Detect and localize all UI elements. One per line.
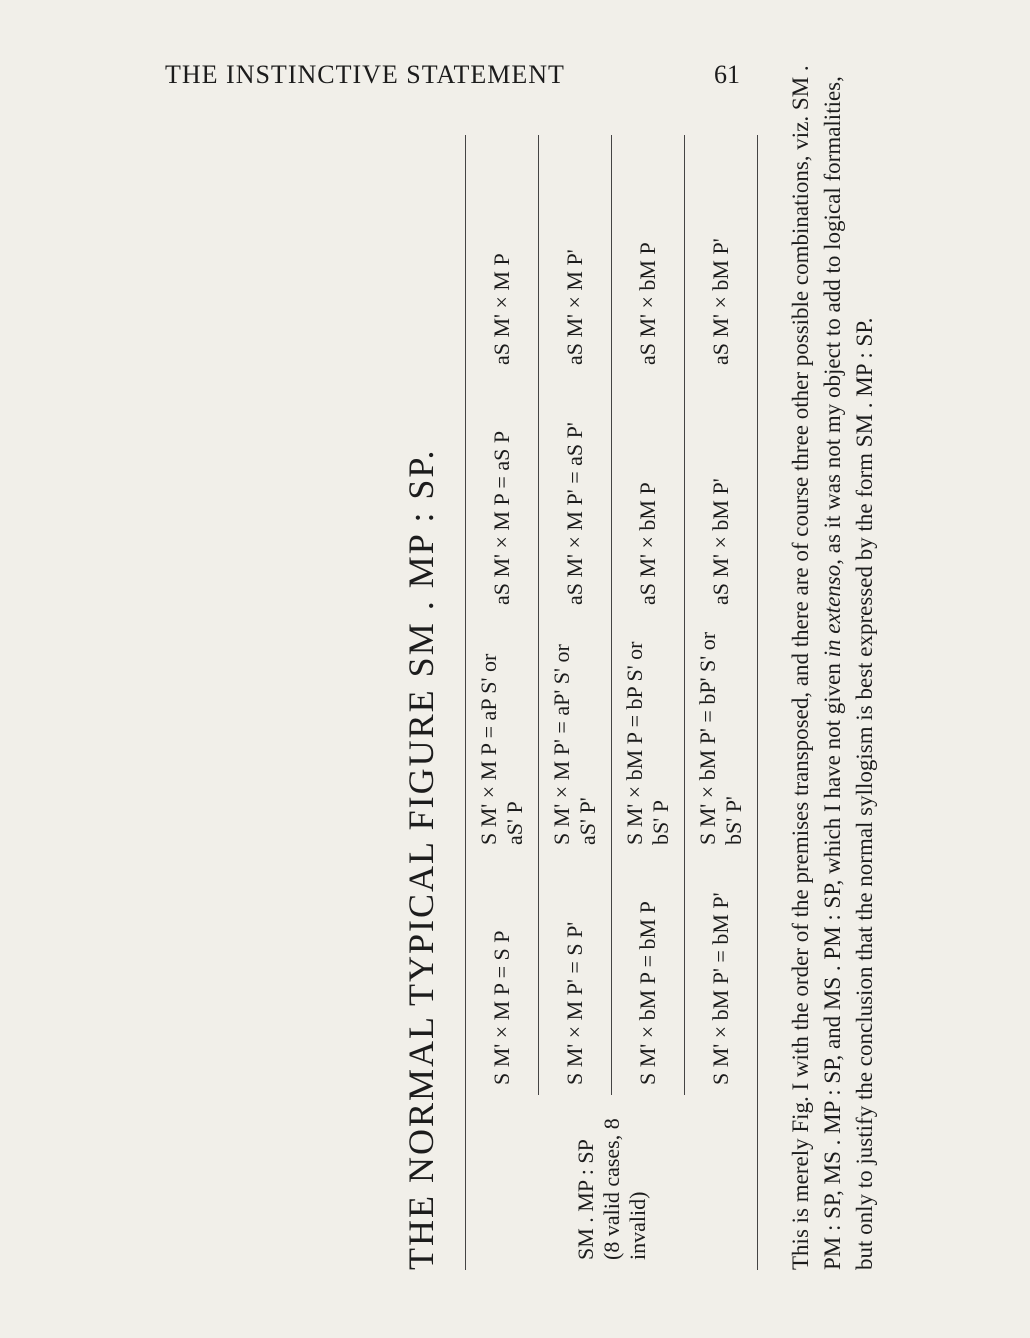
note-italic: in extenso [820, 564, 845, 658]
row-label [466, 1095, 758, 1270]
syllogism-table [465, 135, 758, 1270]
formula-cell: aS M' × bM P [612, 135, 685, 375]
formula-cell: S M' × M P' = aP' S' or aS' P' [539, 615, 612, 855]
formula-cell: aS M' × bM P' [685, 135, 758, 375]
formula-cell: aS M' × M P' [539, 135, 612, 375]
note-text-before: This is merely Fig. I with the order of the premises transposed, and there are of course three other possible combinations, viz. SM . PM : SP, MS . MP : SP, and MS . PM : SP, which I have not given [788, 65, 845, 1270]
formula-cell: aS M' × bM P' [685, 375, 758, 615]
formula-cell: aS M' × M P = aS P [466, 375, 539, 615]
page-number: 61 [714, 60, 740, 89]
formula-cell: S M' × M P' = S P' [539, 855, 612, 1095]
formula-cell: S M' × M P = S P [466, 855, 539, 1095]
table-row [466, 135, 539, 1270]
formula-cell: S M' × bM P = bM P [612, 855, 685, 1095]
running-title: THE INSTINCTIVE STATEMENT [165, 60, 565, 89]
row-label-sub: (8 valid cases, 8 invalid) [598, 1118, 650, 1260]
note-text-after: , as it was not my object to add to logical formalities, but only to justify the conclusion that the normal syllogism is best expressed by the form SM . MP : SP. [820, 76, 877, 1270]
formula-cell: aS M' × M P' = aS P' [539, 375, 612, 615]
explanatory-note [785, 50, 881, 1270]
rotated-figure-block [390, 40, 1030, 1280]
formula-cell: aS M' × bM P [612, 375, 685, 615]
figure-title: THE NORMAL TYPICAL FIGURE SM . MP : SP. [401, 448, 441, 1270]
formula-cell: S M' × M P = aP S' or aS' P [466, 615, 539, 855]
formula-cell: aS M' × M P [466, 135, 539, 375]
row-label-main: SM . MP : SP [572, 1139, 598, 1260]
formula-cell: S M' × bM P' = bM P' [685, 855, 758, 1095]
formula-cell: S M' × bM P = bP S' or bS' P [612, 615, 685, 855]
formula-cell: S M' × bM P' = bP' S' or bS' P' [685, 615, 758, 855]
